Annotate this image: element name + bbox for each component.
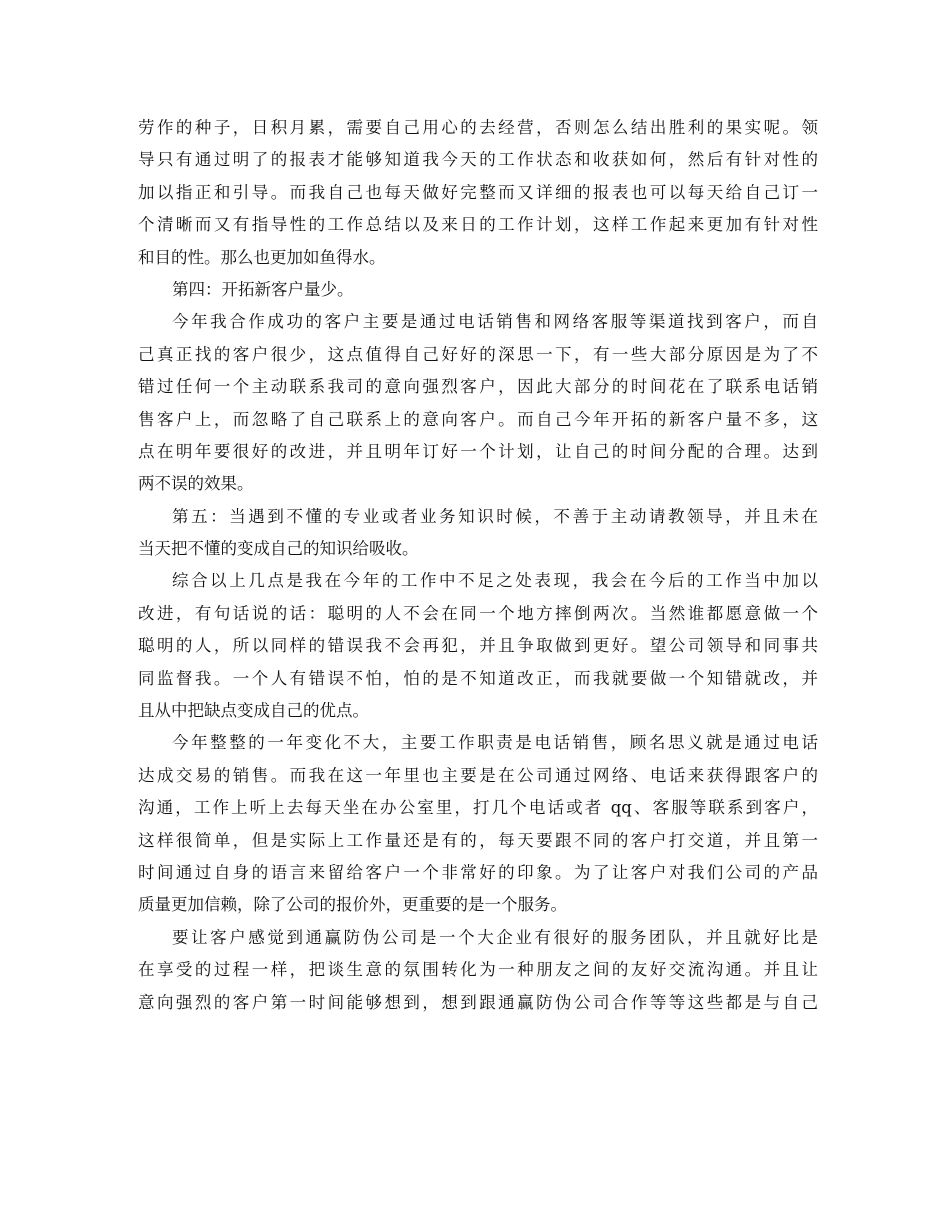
text-line: 导只有通过明了的报表才能够知道我今天的工作状态和收获如何，然后有针对性的 [138, 150, 818, 170]
text-line: 个清晰而又有指导性的工作总结以及来日的工作计划，这样工作起来更加有针对性 [138, 215, 818, 235]
text-line: 和目的性。那么也更加如鱼得水。 [138, 247, 386, 267]
text-line: 且从中把缺点变成自己的优点。 [138, 701, 369, 721]
text-line: 同监督我。一个人有错误不怕，怕的是不知道改正，而我就要做一个知错就改，并 [138, 668, 818, 688]
text-line: 沟通，工作上听上去每天坐在办公室里，打几个电话或者 qq、客服等联系到客户， [138, 798, 818, 818]
text-line: 这样很简单，但是实际上工作量还是有的，每天要跟不同的客户打交道，并且第一 [138, 830, 818, 850]
text-line: 在享受的过程一样，把谈生意的氛围转化为一种朋友之间的友好交流沟通。并且让 [138, 960, 818, 980]
text-line: 加以指正和引导。而我自己也每天做好完整而又详细的报表也可以每天给自己订一 [138, 182, 818, 202]
body-text [138, 112, 818, 1019]
text-line: 售客户上，而忽略了自己联系上的意向客户。而自己今年开拓的新客户量不多，这 [138, 409, 818, 429]
text-line: 时间通过自身的语言来留给客户一个非常好的印象。为了让客户对我们公司的产品 [138, 862, 818, 882]
text-line: 意向强烈的客户第一时间能够想到，想到跟通赢防伪公司合作等等这些都是与自己 [138, 992, 818, 1012]
text-line: 今年我合作成功的客户主要是通过电话销售和网络客服等渠道找到客户，而自 [172, 312, 818, 332]
text-line: 劳作的种子，日积月累，需要自己用心的去经营，否则怎么结出胜利的果实呢。领 [138, 118, 818, 137]
text-line: 改进，有句话说的话：聪明的人不会在同一个地方摔倒两次。当然谁都愿意做一个 [138, 603, 818, 623]
text-line: 错过任何一个主动联系我司的意向强烈客户，因此大部分的时间花在了联系电话销 [138, 377, 818, 397]
text-line: 己真正找的客户很少，这点值得自己好好的深思一下，有一些大部分原因是为了不 [138, 344, 818, 364]
text-line: 两不误的效果。 [138, 474, 254, 494]
section-heading: 第四：开拓新客户量少。 [172, 279, 354, 299]
text-line: 要让客户感觉到通赢防伪公司是一个大企业有很好的服务团队，并且就好比是 [172, 927, 818, 947]
text-line: 今年整整的一年变化不大，主要工作职责是电话销售，顾名思义就是通过电话 [172, 733, 818, 753]
text-line: 综合以上几点是我在今年的工作中不足之处表现，我会在今后的工作当中加以 [172, 571, 818, 591]
text-line: 达成交易的销售。而我在这一年里也主要是在公司通过网络、电话来获得跟客户的 [138, 765, 818, 785]
text-line: 聪明的人，所以同样的错误我不会再犯，并且争取做到更好。望公司领导和同事共 [138, 636, 818, 656]
text-line: 点在明年要很好的改进，并且明年订好一个计划，让自己的时间分配的合理。达到 [138, 441, 818, 461]
text-line: 质量更加信赖，除了公司的报价外，更重要的是一个服务。 [138, 895, 567, 915]
section-heading: 第五：当遇到不懂的专业或者业务知识时候，不善于主动请教领导，并且未在 [172, 506, 818, 526]
text-line: 当天把不懂的变成自己的知识给吸收。 [138, 539, 419, 559]
